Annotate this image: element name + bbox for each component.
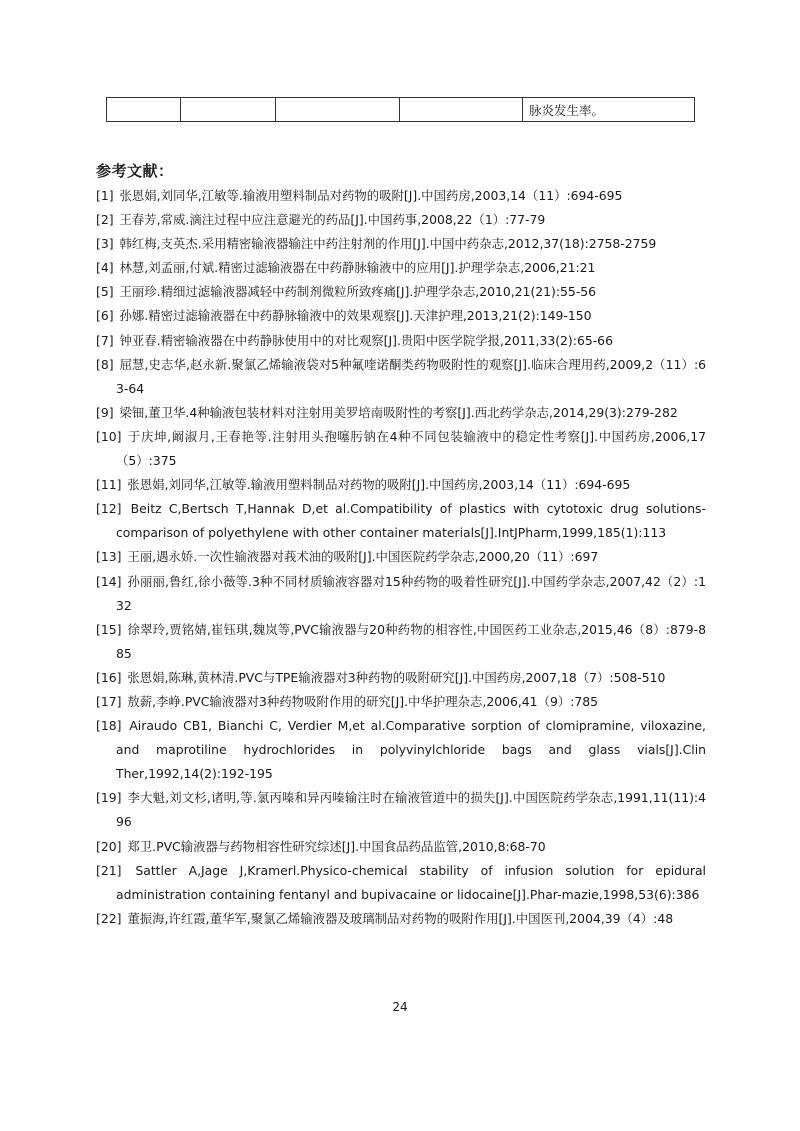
- reference-item: [96, 690, 706, 714]
- reference-item: [96, 786, 706, 834]
- reference-number: [2]: [96, 212, 114, 228]
- reference-item: [96, 618, 706, 666]
- reference-number: [18]: [96, 718, 122, 734]
- reference-number: [3]: [96, 236, 114, 252]
- references-heading: 参考文献：: [96, 162, 174, 180]
- reference-text: 孙丽丽,鲁红,徐小薇等.3种不同材质输液容器对15种药物的吸着性研究[J].中国药学杂志,2007,42（2）:132: [116, 573, 706, 613]
- reference-item: [96, 545, 706, 569]
- reference-item: [96, 473, 706, 497]
- reference-text: 董振海,许红霞,董华军,聚氯乙烯输液器及玻璃制品对药物的吸附作用[J].中国医刊,2004,39（4）:48: [127, 910, 674, 926]
- table-cell: 脉炎发生率。: [523, 98, 695, 122]
- reference-item: [96, 570, 706, 618]
- reference-number: [7]: [96, 332, 114, 348]
- reference-item: [96, 425, 706, 473]
- reference-item: [96, 256, 706, 280]
- reference-text: 张恩娟,陈琳,黄林清.PVC与TPE输液器对3种药物的吸附研究[J].中国药房,2007,18（7）:508-510: [127, 669, 666, 685]
- table-cell: [181, 98, 276, 122]
- reference-text: Sattler A,Jage J,Kramerl.Physico-chemical stability of infusion solution for epidural administration containing fentanyl and bupivacaine or lidocaine[J].Phar-mazie,1998,53(6):386: [116, 862, 706, 902]
- reference-text: 敖薪,李峥.PVC输液器对3种药物吸附作用的研究[J].中华护理杂志,2006,41（9）:785: [127, 693, 599, 709]
- reference-item: [96, 329, 706, 353]
- reference-item: [96, 666, 706, 690]
- table-row: [107, 98, 695, 122]
- reference-text: 王丽,遇永娇.一次性输液器对莪术油的吸附[J].中国医院药学杂志,2000,20（11）:697: [127, 549, 599, 565]
- reference-number: [20]: [96, 838, 122, 854]
- reference-text: 李大魁,刘文杉,诸明,等.氯丙嗪和异丙嗪输注时在输液管道中的损失[J].中国医院药学杂志,1991,11(11):496: [116, 790, 706, 830]
- reference-number: [5]: [96, 284, 114, 300]
- table-cell: [276, 98, 400, 122]
- reference-text: 钟亚春.精密输液器在中药静脉使用中的对比观察[J].贵阳中医学院学报,2011,33(2):65-66: [119, 332, 613, 348]
- page-number: 24: [392, 1000, 408, 1014]
- reference-item: [96, 208, 706, 232]
- reference-item: [96, 184, 706, 208]
- reference-text: 王春芳,常威.滴注过程中应注意避光的药品[J].中国药事,2008,22（1）:77-79: [119, 212, 546, 228]
- reference-text: 于庆坤,阚淑月,王春艳等.注射用头孢噻肟钠在4种不同包装输液中的稳定性考察[J].中国药房,2006,17（5）:375: [116, 428, 706, 469]
- reference-text: 孙娜.精密过滤输液器在中药静脉输液中的效果观察[J].天津护理,2013,21(2):149-150: [119, 308, 592, 324]
- reference-number: [15]: [96, 621, 122, 637]
- reference-item: [96, 304, 706, 328]
- reference-text: 屈慧,史志华,赵永新.聚氯乙烯输液袋对5种氟喹诺酮类药物吸附性的观察[J].临床合理用药,2009,2（11）:63-64: [116, 356, 707, 396]
- reference-item: [96, 353, 706, 401]
- reference-number: [10]: [96, 428, 122, 444]
- reference-number: [4]: [96, 260, 114, 276]
- reference-number: [13]: [96, 549, 122, 565]
- reference-text: 张恩娟,刘同华,江敏等.输液用塑料制品对药物的吸附[J].中国药房,2003,14（11）:694-695: [127, 477, 631, 493]
- reference-text: 梁钿,董卫华.4种输液包装材料对注射用美罗培南吸附性的考察[J].西北药学杂志,2014,29(3):279-282: [119, 404, 678, 420]
- reference-text: 王丽珍.精细过滤输液器减轻中药制剂微粒所致疼痛[J].护理学杂志,2010,21(21):55-56: [119, 284, 597, 300]
- reference-item: [96, 859, 706, 907]
- reference-item: [96, 280, 706, 304]
- reference-item: [96, 835, 706, 859]
- reference-number: [19]: [96, 790, 122, 806]
- reference-number: [16]: [96, 669, 122, 685]
- reference-number: [17]: [96, 693, 122, 709]
- reference-text: 林慧,刘孟丽,付斌.精密过滤输液器在中药静脉输液中的应用[J].护理学杂志,2006,21:21: [119, 260, 596, 276]
- reference-item: [96, 907, 706, 931]
- reference-text: 张恩娟,刘同华,江敏等.输液用塑料制品对药物的吸附[J].中国药房,2003,14（11）:694-695: [119, 188, 623, 203]
- reference-number: [14]: [96, 573, 122, 589]
- reference-list: [96, 184, 706, 931]
- reference-number: [21]: [96, 862, 122, 878]
- reference-text: 韩红梅,支英杰.采用精密输液器输注中药注射剂的作用[J].中国中药杂志,2012,37(18):2758-2759: [119, 236, 657, 252]
- reference-item: [96, 401, 706, 425]
- reference-number: [1]: [96, 188, 114, 203]
- reference-text: 徐翠玲,贾铭婧,崔钰琪,魏岚等,PVC输液器与20种药物的相容性,中国医药工业杂志,2015,46（8）:879-885: [116, 621, 706, 661]
- table-cell: [400, 98, 523, 122]
- reference-item: [96, 497, 706, 545]
- table-cell: [107, 98, 181, 122]
- reference-number: [8]: [96, 356, 114, 372]
- reference-text: Beitz C,Bertsch T,Hannak D,et al.Compatibility of plastics with cytotoxic drug solutions-comparison of polyethylene with other container materials[J].IntJPharm,1999,185(1):113: [116, 501, 706, 541]
- table-fragment: [106, 97, 695, 122]
- reference-number: [6]: [96, 308, 114, 324]
- reference-number: [22]: [96, 910, 122, 926]
- reference-text: 郑卫.PVC输液器与药物相容性研究综述[J].中国食品药品监管,2010,8:68-70: [127, 838, 546, 854]
- reference-item: [96, 232, 706, 256]
- reference-text: Airaudo CB1, Bianchi C, Verdier M,et al.Comparative sorption of clomipramine, viloxazine, and maprotiline hydrochlorides in polyvinylchloride bags and glass vials[J].Clin Ther,1992,14(2):192-195: [116, 718, 706, 782]
- reference-number: [12]: [96, 501, 122, 517]
- reference-item: [96, 714, 706, 786]
- reference-number: [11]: [96, 477, 122, 493]
- reference-number: [9]: [96, 404, 114, 420]
